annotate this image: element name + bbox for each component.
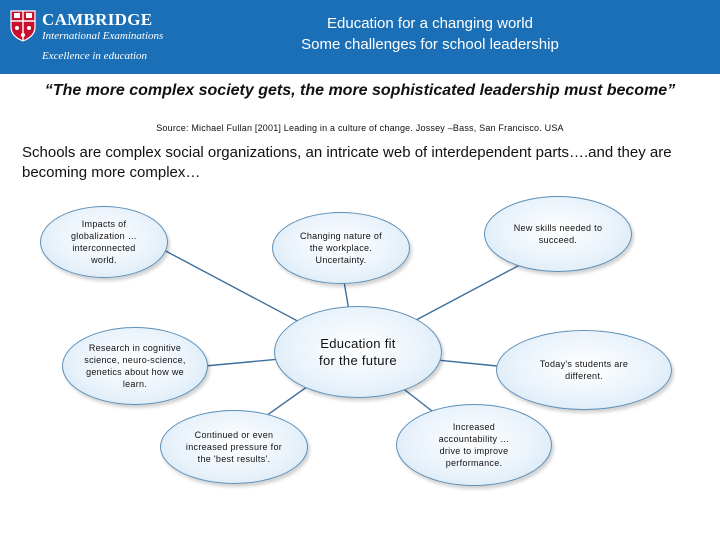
diagram-node xyxy=(272,212,410,284)
logo-subtitle: International Examinations xyxy=(42,30,164,42)
source-citation: Source: Michael Fullan [2001] Leading in a culture of change. Jossey –Bass, San Francisco. USA xyxy=(156,123,564,133)
intro-text: Schools are complex social organizations, an intricate web of interdependent parts….and they are becoming more complex… xyxy=(22,144,672,181)
logo-tagline: Excellence in education xyxy=(42,50,148,62)
node-label: Continued or even increased pressure for the 'best results'. xyxy=(185,430,283,464)
quote: “The more complex society gets, the more sophisticated leadership must become” xyxy=(44,82,676,99)
page-subtitle: Some challenges for school leadership xyxy=(301,36,559,53)
diagram-node xyxy=(496,330,672,410)
diagram-center-node xyxy=(274,306,442,398)
diagram-node xyxy=(160,410,308,484)
node-label: Research in cognitive science, neuro-science, genetics about how we learn. xyxy=(84,343,186,389)
page-title: Education for a changing world xyxy=(327,15,533,32)
diagram-node xyxy=(484,196,632,272)
center-label: Education fit for the future xyxy=(319,336,397,368)
diagram-node xyxy=(40,206,168,278)
node-label: Today's students are different. xyxy=(539,359,629,381)
logo-name: CAMBRIDGE xyxy=(42,10,153,29)
diagram-node xyxy=(396,404,552,486)
node-label: Changing nature of the workplace. Uncertainty. xyxy=(300,231,382,265)
node-label: Impacts of globalization … interconnected world. xyxy=(70,219,138,265)
node-label: Increased accountability … drive to improve performance. xyxy=(438,422,510,468)
node-label: New skills needed to succeed. xyxy=(513,223,603,245)
diagram-node xyxy=(62,327,208,405)
